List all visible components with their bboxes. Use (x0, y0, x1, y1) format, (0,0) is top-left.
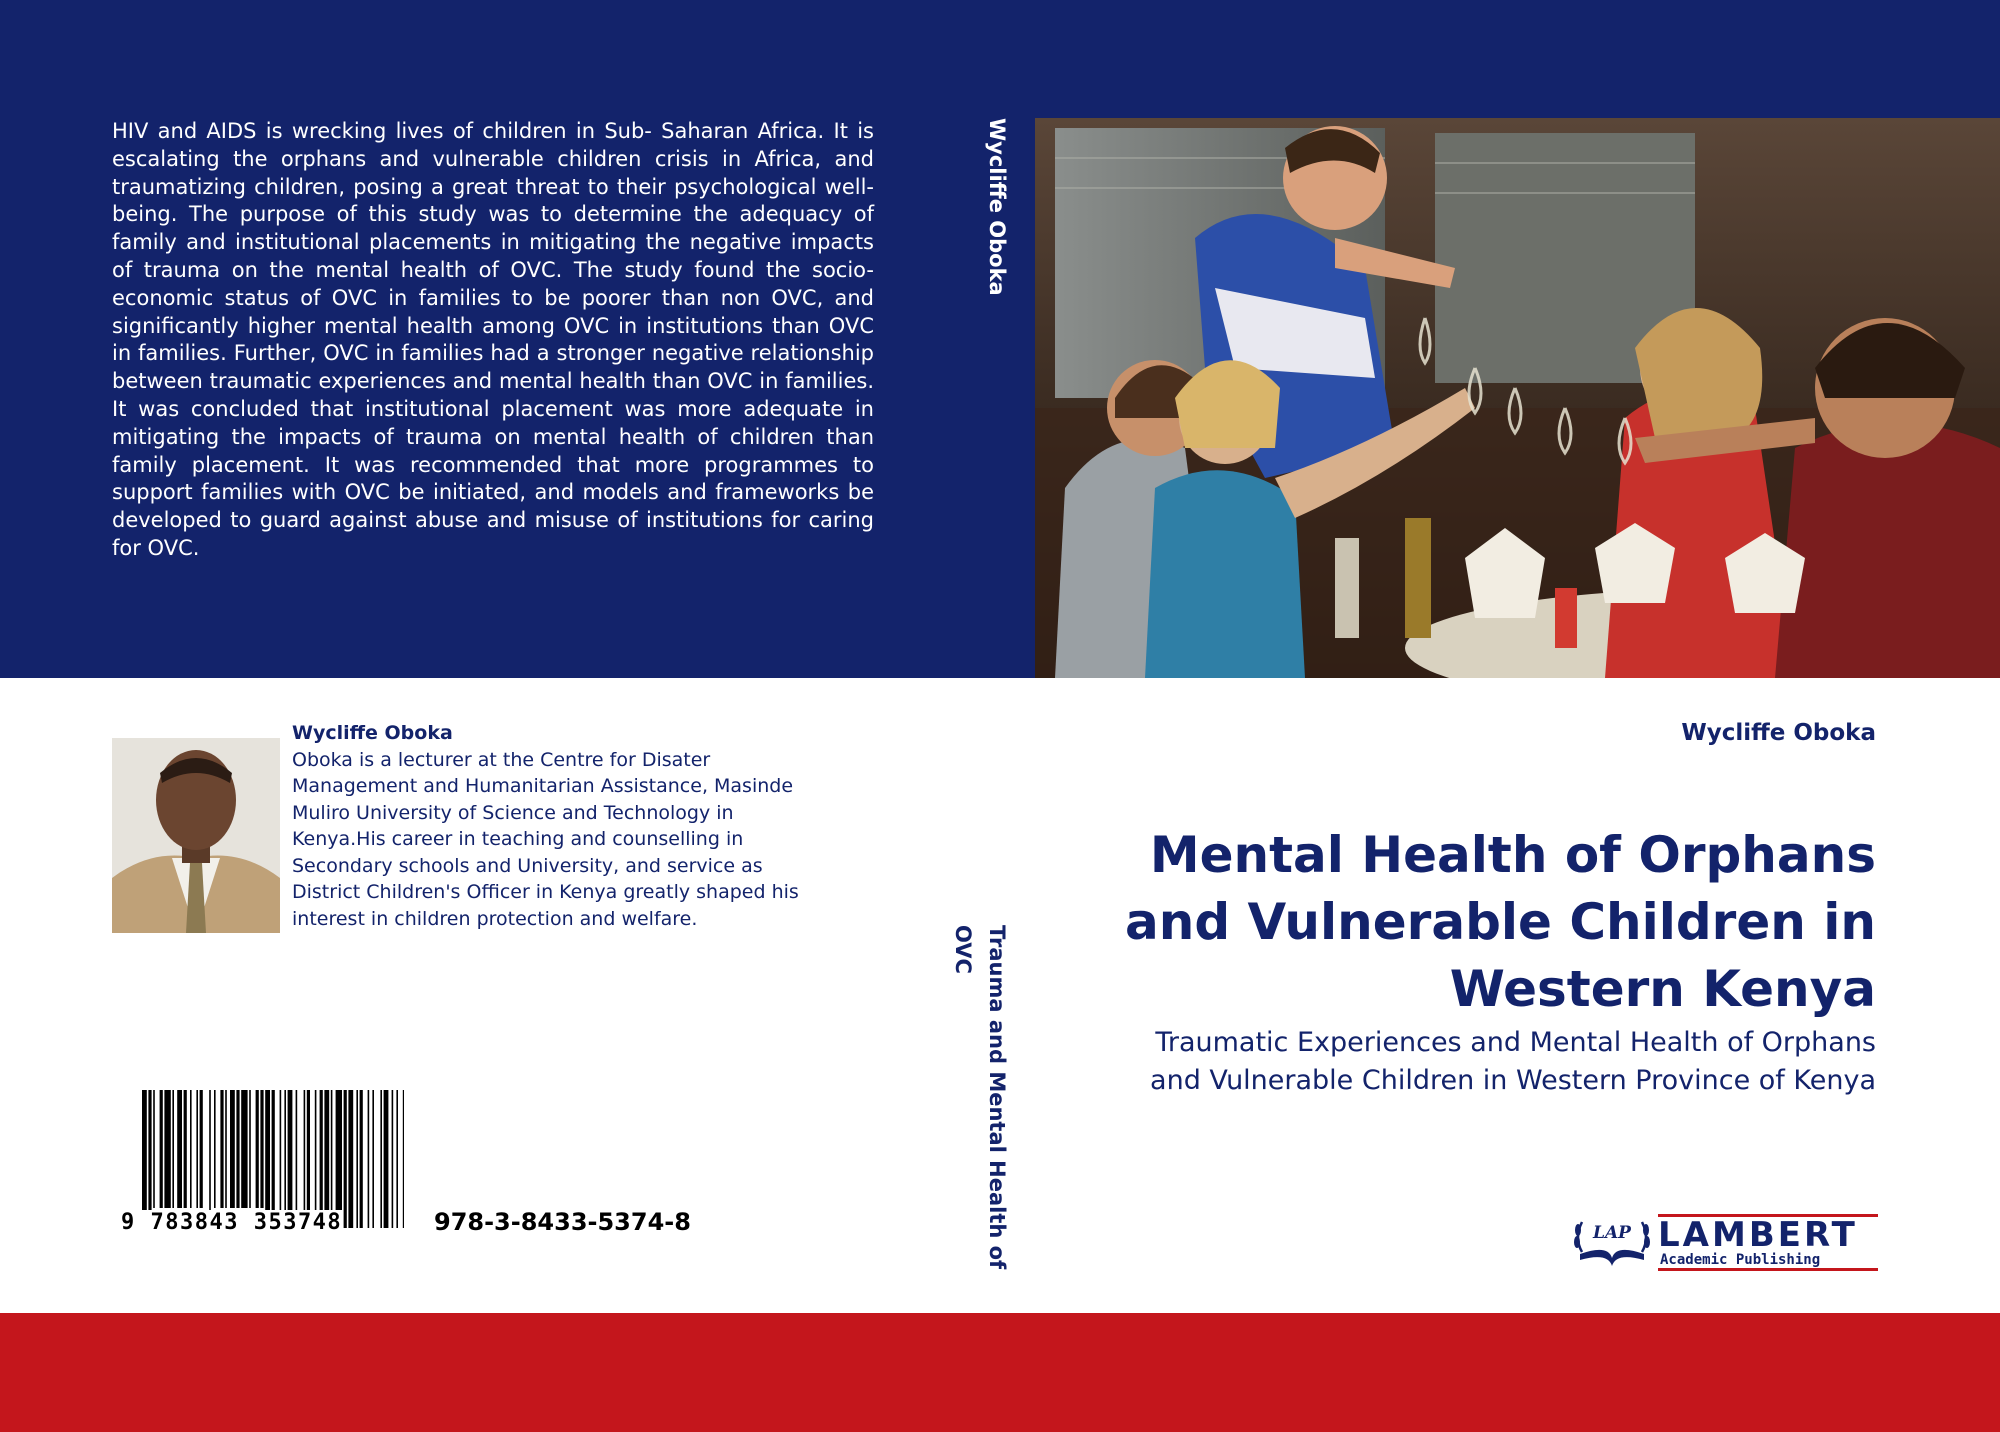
barcode-bar (200, 1090, 203, 1208)
spine-author: Wycliffe Oboka (985, 118, 1009, 296)
barcode-bar (307, 1090, 310, 1228)
barcode-bar (284, 1090, 286, 1228)
barcode-bar (220, 1090, 223, 1208)
barcode-bar (304, 1090, 306, 1228)
barcode-bar (177, 1090, 182, 1208)
isbn-number: 978-3-8433-5374-8 (434, 1208, 691, 1236)
barcode-bar (184, 1090, 187, 1208)
barcode-bar (241, 1090, 247, 1208)
barcode-bar (296, 1090, 298, 1228)
barcode-bar (196, 1090, 198, 1208)
author-bio-block (292, 720, 832, 932)
barcode-bar (214, 1090, 216, 1208)
barcode-bar (230, 1090, 235, 1208)
publisher-logo (1572, 1208, 1882, 1276)
open-book-laurel-icon (1574, 1222, 1650, 1266)
front-cover-author: Wycliffe Oboka (1681, 720, 1876, 746)
barcode-bar (403, 1090, 404, 1228)
barcode-bar (331, 1090, 333, 1228)
barcode-bar (172, 1090, 174, 1208)
barcode-digits (120, 1210, 410, 1235)
barcode-bar (236, 1090, 239, 1208)
publisher-name: LAMBERT (1658, 1215, 1858, 1255)
barcode-bar (260, 1090, 263, 1208)
barcode-bar (190, 1090, 192, 1208)
barcode-bar (320, 1090, 323, 1228)
bottom-red-band (0, 1313, 2000, 1432)
barcode-bar (142, 1090, 147, 1228)
book-title: Mental Health of Orphans and Vulnerable Children in Western Kenya (1124, 826, 1876, 1018)
barcode-bar (280, 1090, 282, 1228)
author-photo (112, 738, 280, 933)
barcode-digits-text: 9 783843 353748 (121, 1210, 343, 1235)
barcode-bar (348, 1090, 353, 1228)
barcode-bar (380, 1090, 382, 1228)
barcode-bar (256, 1090, 259, 1208)
publisher-badge-text: LAP (1593, 1223, 1631, 1243)
book-subtitle: Traumatic Experiences and Mental Health of Orphans and Vulnerable Children in Western Province of Kenya (1150, 1027, 1876, 1096)
barcode-bar (360, 1090, 363, 1228)
cover-photo (1035, 118, 2000, 678)
barcode-bar (272, 1090, 275, 1228)
barcode-bar (249, 1090, 251, 1208)
isbn-barcode (142, 1090, 404, 1228)
barcode-bar (315, 1090, 317, 1228)
barcode-bar (324, 1090, 329, 1228)
barcode-bar (344, 1090, 347, 1228)
barcode-bar (265, 1090, 270, 1228)
barcode-bar (288, 1090, 293, 1228)
barcode-bar (372, 1090, 374, 1228)
barcode-bar (396, 1090, 398, 1228)
author-bio-name: Wycliffe Oboka (292, 722, 453, 744)
barcode-bar (384, 1090, 389, 1228)
publisher-tagline: Academic Publishing (1660, 1252, 1821, 1268)
barcode-bar (356, 1090, 358, 1228)
spine-title: Trauma and Mental Health of OVC (951, 925, 1009, 1270)
barcode-bar (336, 1090, 342, 1228)
author-bio-text: Oboka is a lecturer at the Centre for Disater Management and Humanitarian Assistance, Masinde Muliro University of Science and Technology in Kenya.His career in teaching and counselling in Secondary schools and University, and service as District Children's Officer in Kenya greatly shaped his interest in children protection and welfare. (292, 748, 799, 930)
back-cover-blurb: HIV and AIDS is wrecking lives of children in Sub- Saharan Africa. It is escalating the orphans and vulnerable children crisis in Africa, and traumatizing children, posing a great threat to their psychological well-being. The purpose of this study was to determine the adequacy of family and institutional placements in mitigating the negative impacts of trauma on the mental health of OVC. The study found the socio-economic status of OVC in families to be poorer than non OVC, and significantly higher mental health among OVC in institutions than OVC in families. Further, OVC in families had a stronger negative relationship between traumatic experiences and mental health than OVC in families. It was concluded that institutional placement was more adequate in mitigating the impacts of trauma on mental health of children than family placement. It was recommended that more programmes to support families with OVC be initiated, and models and frameworks be developed to guard against abuse and misuse of institutions for caring for OVC. (112, 119, 874, 560)
barcode-bar (392, 1090, 394, 1228)
barcode-bar (148, 1090, 151, 1228)
barcode-bar (368, 1090, 370, 1228)
barcode-bar (160, 1090, 163, 1208)
barcode-bar (209, 1090, 211, 1228)
barcode-bar (153, 1090, 155, 1208)
barcode-bar (225, 1090, 227, 1208)
barcode-bar (164, 1090, 170, 1208)
